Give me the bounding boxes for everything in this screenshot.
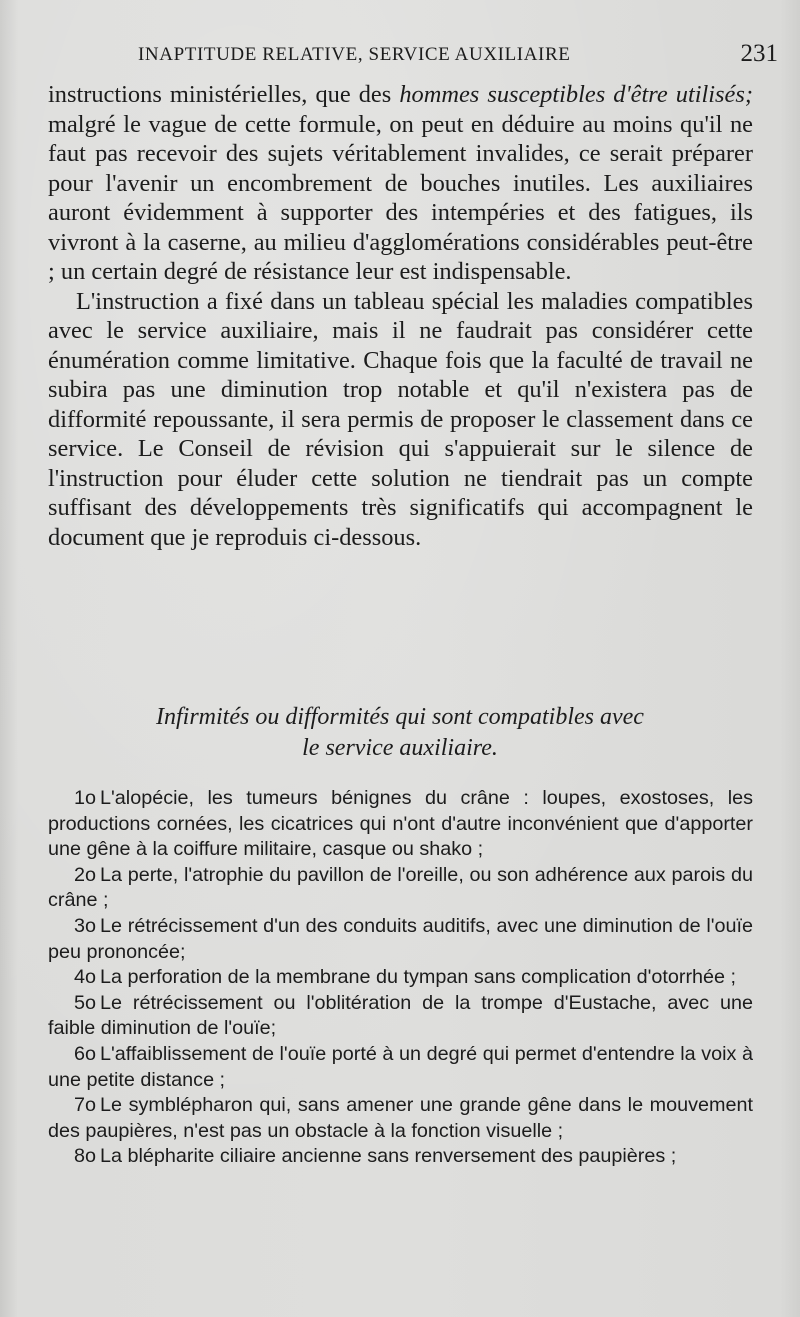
list-item-text: Le rétrécissement d'un des conduits auditifs, avec une diminution de l'ouïe peu prononcée; xyxy=(48,914,753,963)
list-item xyxy=(48,991,753,1042)
running-title: INAPTITUDE RELATIVE, SERVICE AUXILIAIRE xyxy=(138,44,571,65)
list-item-text: Le rétrécissement ou l'oblitération de la trompe d'Eustache, avec une faible diminution de l'ouïe; xyxy=(48,991,753,1040)
list-item-text: L'alopécie, les tumeurs bénignes du crâne : loupes, exostoses, les productions cornées, les cicatrices qui n'ont d'autre inconvénient que d'apporter une gêne à la coiffure militaire, casque ou shako ; xyxy=(48,787,753,861)
list-item-text: La blépharite ciliaire ancienne sans renversement des paupières ; xyxy=(100,1145,677,1168)
list-item-number: 8o xyxy=(74,1145,97,1168)
list-item-text: La perforation de la membrane du tympan sans complication d'otorrhée ; xyxy=(100,966,737,989)
paragraph: L'instruction a fixé dans un tableau spécial les maladies compatibles avec le service auxiliaire, mais il ne faudrait pas considérer cette énumération comme limitative. Chaque fois que la faculté de travail ne subira pas une diminution trop notable et qu'il n'existera pas de difformité repoussante, il sera permis de proposer le classement dans ce service. Le Conseil de révision qui s'appuierait sur le silence de l'instruction pour éluder cette solution ne tiendrait pas un compte suffisant des développements très significatifs qui accompagnent le document que je reproduis ci-dessous. xyxy=(48,287,753,551)
list-item xyxy=(48,863,753,914)
list-item-number: 7o xyxy=(74,1094,97,1117)
list-item-text: La perte, l'atrophie du pavillon de l'oreille, ou son adhérence aux parois du crâne ; xyxy=(48,863,753,912)
italic-quote: hommes susceptibles d'être utilisés; xyxy=(399,81,753,108)
list-item-number: 3o xyxy=(74,914,97,937)
section-heading xyxy=(60,702,740,764)
list-item xyxy=(48,965,753,991)
list-item xyxy=(48,914,753,965)
list-item-number: 4o xyxy=(74,966,97,989)
page-header xyxy=(138,40,778,74)
list-item xyxy=(48,786,753,863)
infirmities-list xyxy=(48,786,753,1170)
list-item xyxy=(48,1042,753,1093)
list-item-number: 1o xyxy=(74,787,97,809)
paragraph-text: malgré le vague de cette formule, on peut en déduire au moins qu'il ne faut pas recevoir des sujets véritablement invalides, ce serait préparer pour l'avenir un encombrement de bouches inutiles. Les auxiliaires auront évidemment à supporter des intempéries et des fatigues, ils vivront à la caserne, au milieu d'agglomérations considérables peut-être ; un certain degré de résistance leur est indispensable. xyxy=(48,110,753,285)
list-item-text: L'affaiblissement de l'ouïe porté à un degré qui permet d'entendre la voix à une petite distance ; xyxy=(48,1042,753,1091)
list-item-number: 2o xyxy=(74,863,97,886)
section-heading-line: le service auxiliaire. xyxy=(302,735,498,761)
list-item xyxy=(48,1093,753,1144)
list-item xyxy=(48,1144,753,1170)
body-text xyxy=(48,80,753,552)
list-item-text: Le symblépharon qui, sans amener une grande gêne dans le mouvement des paupières, n'est pas un obstacle à la fonction visuelle ; xyxy=(48,1094,753,1142)
list-item-number: 6o xyxy=(74,1042,97,1065)
page-number: 231 xyxy=(740,40,778,67)
section-heading-line: Infirmités ou difformités qui sont compatibles avec xyxy=(156,704,644,730)
paragraph-text: instructions ministérielles, que des xyxy=(48,81,400,108)
list-item-number: 5o xyxy=(74,991,97,1014)
paragraph-continuation xyxy=(48,80,753,287)
